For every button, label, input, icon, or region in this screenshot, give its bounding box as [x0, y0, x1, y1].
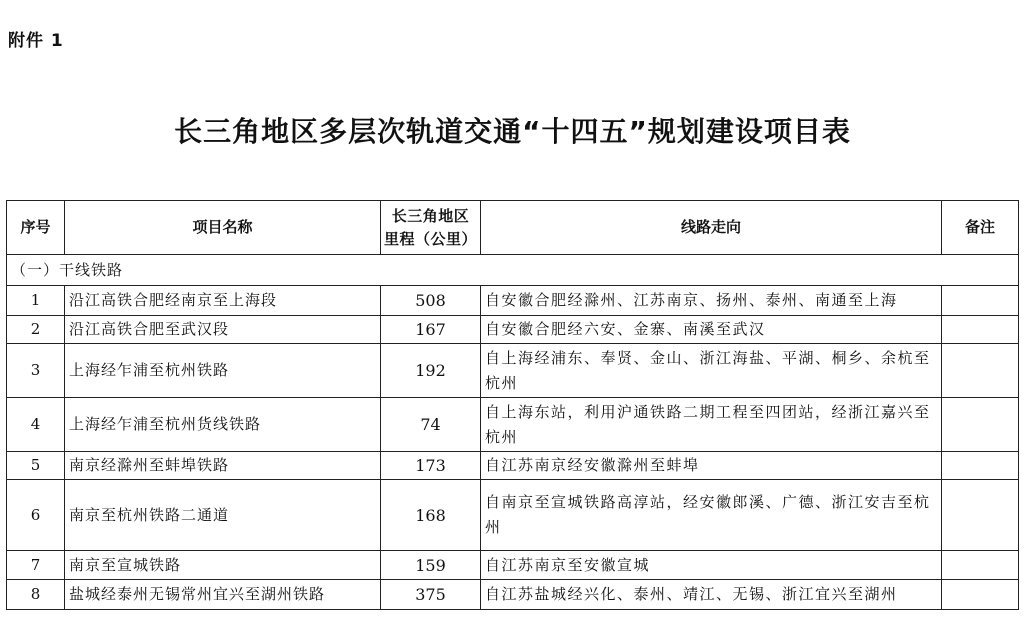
cell-project-name: 上海经乍浦至杭州铁路 [65, 344, 381, 398]
cell-mileage: 173 [381, 452, 481, 480]
cell-mileage: 508 [381, 286, 481, 316]
table-row [7, 580, 1019, 610]
header-project-name: 项目名称 [65, 201, 381, 255]
section-title: （一）干线铁路 [7, 255, 1019, 286]
header-seq: 序号 [7, 201, 65, 255]
header-mileage-line2: 里程（公里） [383, 229, 477, 248]
cell-route: 自上海东站，利用沪通铁路二期工程至四团站，经浙江嘉兴至杭州 [481, 398, 942, 452]
cell-route: 自安徽合肥经滁州、江苏南京、扬州、泰州、南通至上海 [481, 286, 942, 316]
section-row [7, 255, 1019, 286]
header-row [7, 201, 1019, 255]
header-mileage-line1: 长三角地区 [391, 206, 470, 225]
cell-seq: 4 [7, 398, 65, 452]
cell-seq: 3 [7, 344, 65, 398]
header-mileage [381, 201, 481, 255]
table-row [7, 480, 1019, 551]
cell-mileage: 192 [381, 344, 481, 398]
cell-note [942, 452, 1019, 480]
header-route: 线路走向 [481, 201, 942, 255]
cell-mileage: 167 [381, 316, 481, 344]
cell-route: 自上海经浦东、奉贤、金山、浙江海盐、平湖、桐乡、余杭至杭州 [481, 344, 942, 398]
cell-seq: 6 [7, 480, 65, 551]
cell-note [942, 344, 1019, 398]
cell-note [942, 398, 1019, 452]
cell-seq: 2 [7, 316, 65, 344]
cell-note [942, 551, 1019, 580]
cell-route: 自江苏盐城经兴化、泰州、靖江、无锡、浙江宜兴至湖州 [481, 580, 942, 610]
table-row [7, 551, 1019, 580]
cell-note [942, 286, 1019, 316]
cell-mileage: 168 [381, 480, 481, 551]
attachment-label: 附件 1 [8, 31, 64, 51]
cell-note [942, 480, 1019, 551]
cell-mileage: 159 [381, 551, 481, 580]
cell-project-name: 沿江高铁合肥至武汉段 [65, 316, 381, 344]
cell-mileage: 375 [381, 580, 481, 610]
cell-seq: 7 [7, 551, 65, 580]
table-row [7, 316, 1019, 344]
table-row [7, 398, 1019, 452]
document-title: 长三角地区多层次轨道交通“十四五”规划建设项目表 [174, 115, 851, 148]
cell-route: 自江苏南京至安徽宣城 [481, 551, 942, 580]
table-row [7, 344, 1019, 398]
table-row [7, 452, 1019, 480]
cell-note [942, 580, 1019, 610]
cell-seq: 5 [7, 452, 65, 480]
cell-project-name: 南京经滁州至蚌埠铁路 [65, 452, 381, 480]
cell-mileage: 74 [381, 398, 481, 452]
cell-note [942, 316, 1019, 344]
cell-seq: 1 [7, 286, 65, 316]
cell-project-name: 上海经乍浦至杭州货线铁路 [65, 398, 381, 452]
cell-project-name: 盐城经泰州无锡常州宜兴至湖州铁路 [65, 580, 381, 610]
cell-project-name: 沿江高铁合肥经南京至上海段 [65, 286, 381, 316]
header-note: 备注 [942, 201, 1019, 255]
cell-route: 自江苏南京经安徽滁州至蚌埠 [481, 452, 942, 480]
project-table [6, 200, 1019, 610]
cell-project-name: 南京至杭州铁路二通道 [65, 480, 381, 551]
cell-route: 自安徽合肥经六安、金寨、南溪至武汉 [481, 316, 942, 344]
cell-seq: 8 [7, 580, 65, 610]
table-row [7, 286, 1019, 316]
cell-route: 自南京至宣城铁路高淳站，经安徽郎溪、广德、浙江安吉至杭州 [481, 480, 942, 551]
cell-project-name: 南京至宣城铁路 [65, 551, 381, 580]
